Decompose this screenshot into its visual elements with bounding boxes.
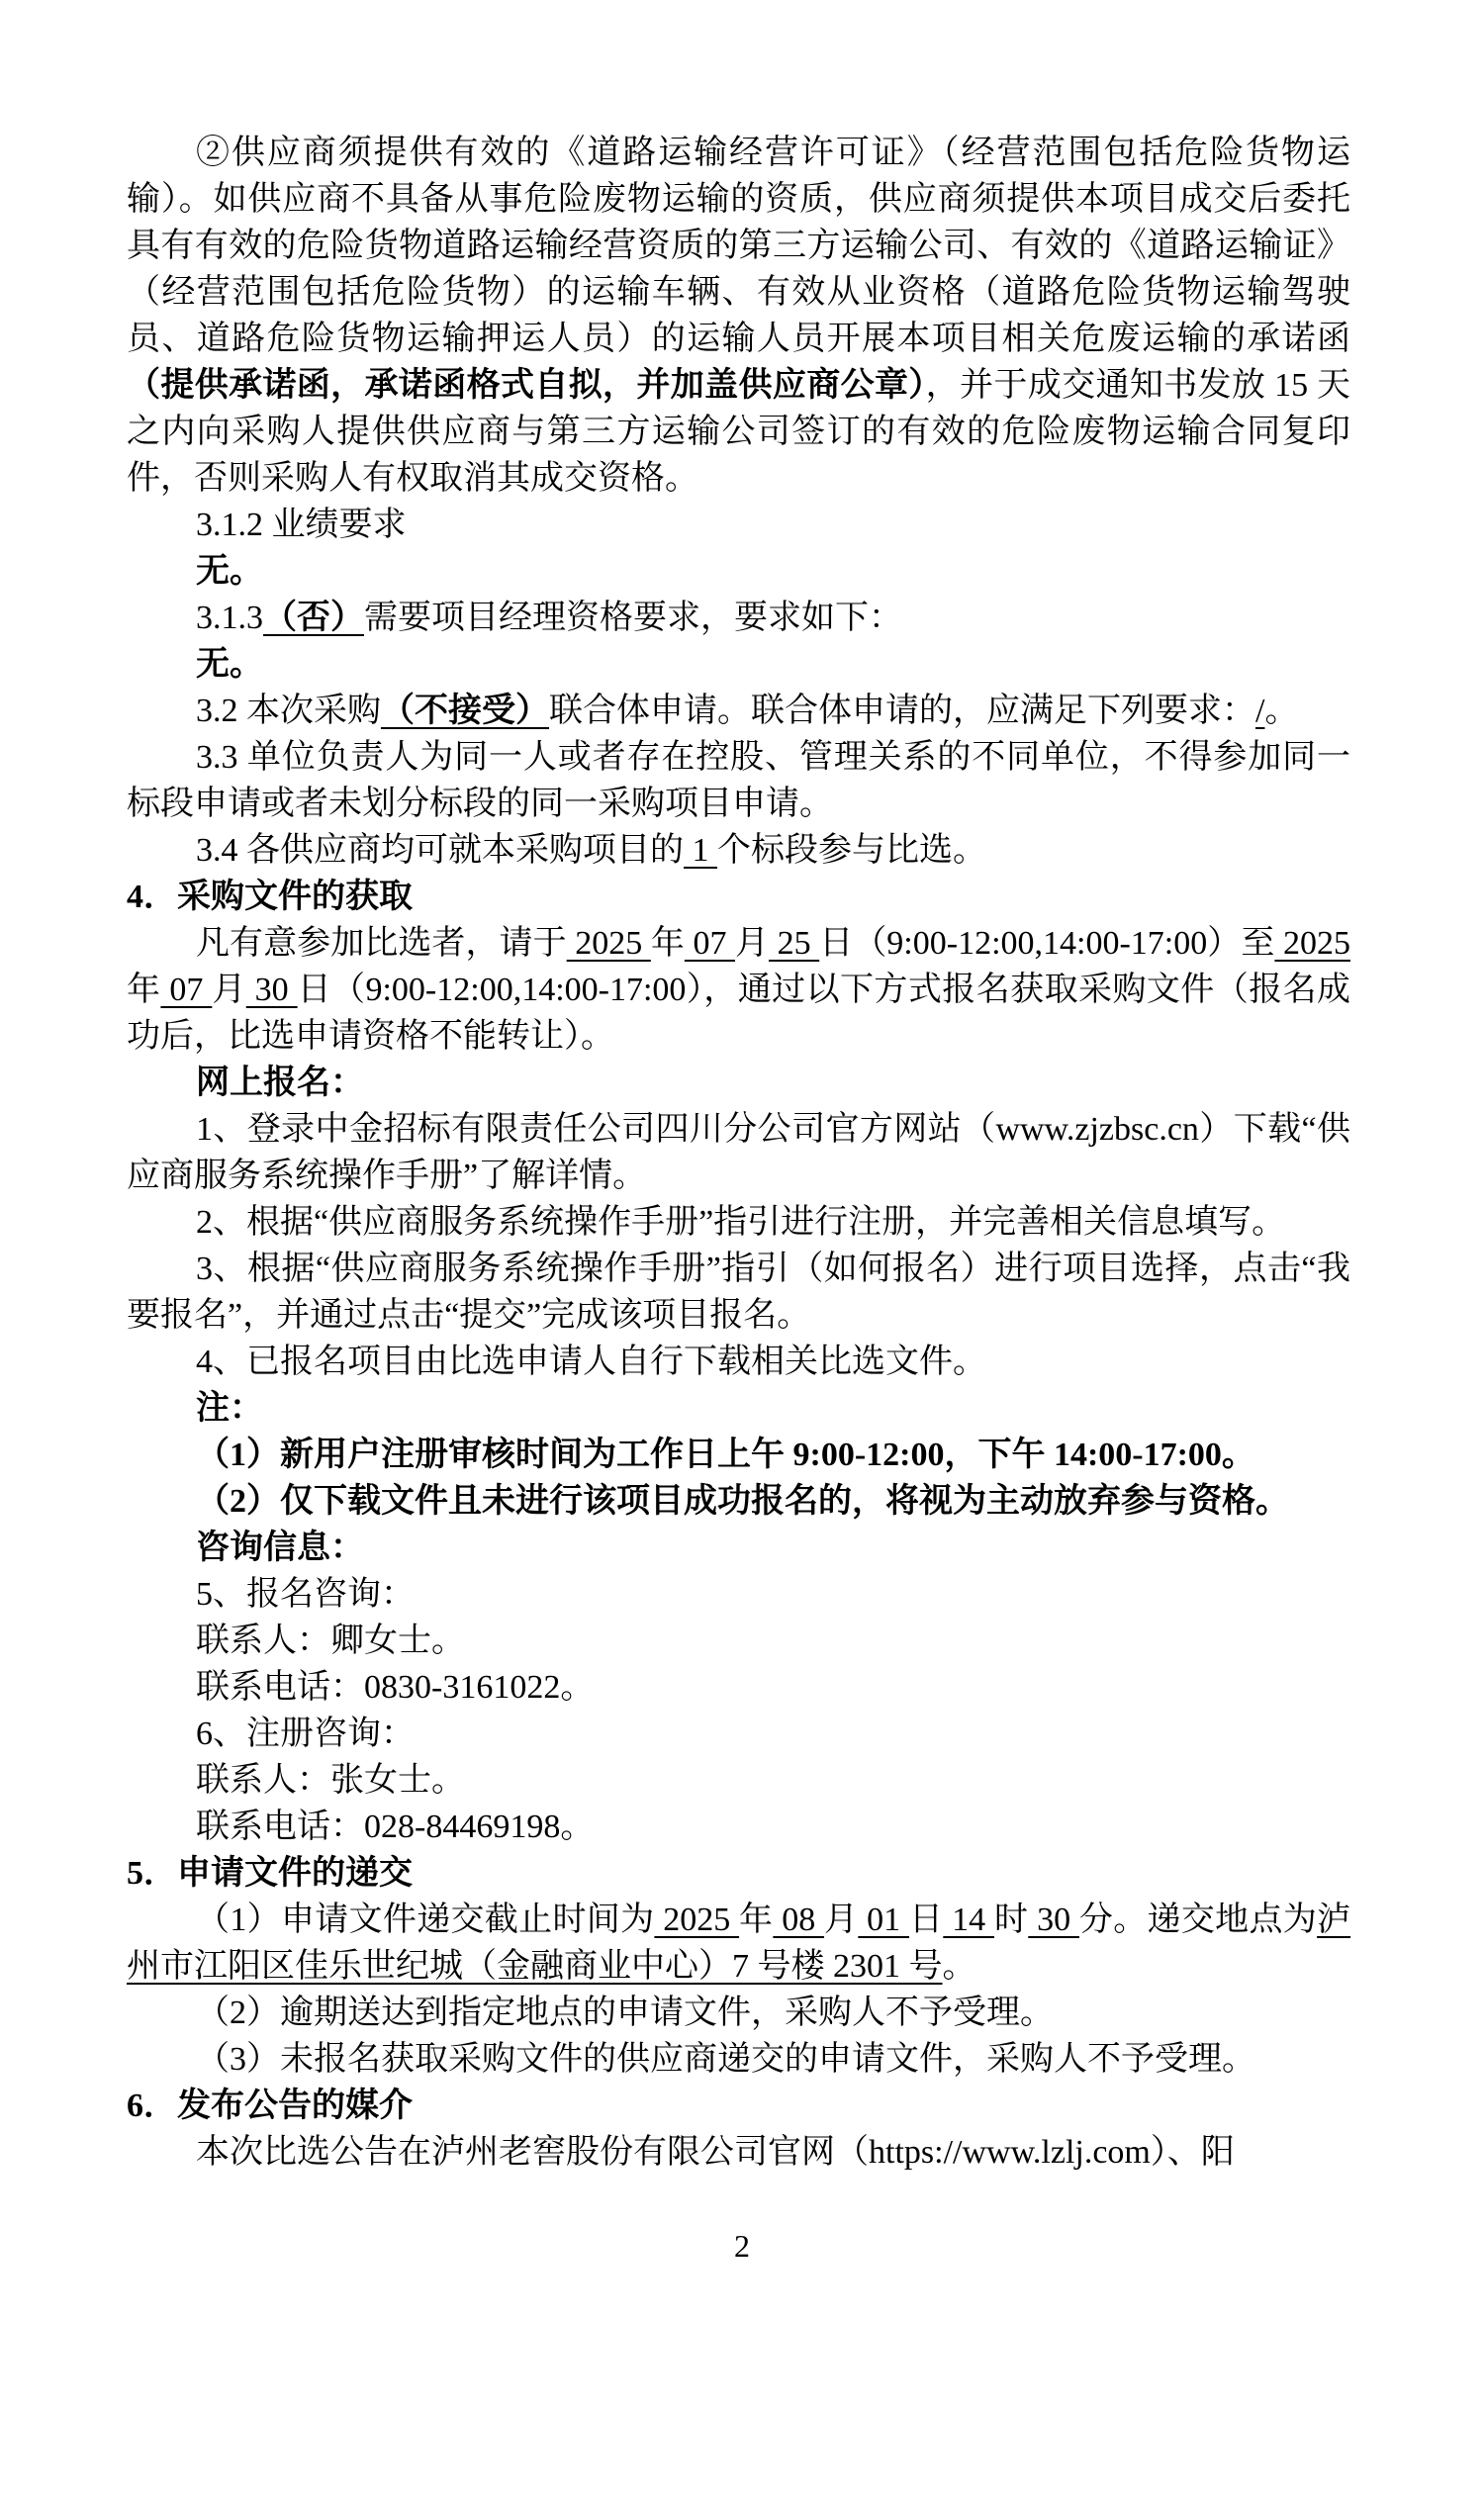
text-run: 需要项目经理资格要求，要求如下： xyxy=(364,600,902,636)
paragraph xyxy=(127,1990,1350,2036)
text-run: 25 xyxy=(769,925,820,962)
text-run: 。 xyxy=(1264,693,1299,729)
text-run: ②供应商须提供有效的《道路运输经营许可证》（经营范围包括危险货物运输）。如供应商不具备从事危险废物运输的资质，供应商须提供本项目成交后委托具有有效的危险货物道路运输经营资质的第三方运输公司、有效的《道路运输证》（经营范围包括危险货物）的运输车辆、有效从业资格（道路危险货物运输驾驶员、道路危险货物运输押运人员）的运输人员开展本项目相关危废运输的承诺函 xyxy=(127,135,1350,357)
paragraph xyxy=(127,1757,1350,1804)
text-run: 联系电话：0830-3161022。 xyxy=(196,1669,595,1706)
text-run: 月 xyxy=(824,1902,859,1938)
text-run: 2025 xyxy=(566,925,651,962)
text-run: 2025 xyxy=(1274,925,1350,962)
text-run: 1、登录中金招标有限责任公司四川分公司官方网站（www.zjzbsc.cn）下载“供应商服务系统操作手册”了解详情。 xyxy=(127,1111,1350,1194)
paragraph xyxy=(127,1711,1350,1757)
text-run: （否） xyxy=(263,600,364,636)
text-run: 2、根据“供应商服务系统操作手册”指引进行注册，并完善相关信息填写。 xyxy=(196,1204,1286,1241)
paragraph xyxy=(127,595,1350,641)
paragraph xyxy=(127,734,1350,827)
text-run: 3.1.3 xyxy=(196,600,263,636)
text-run: 3.4 各供应商均可就本采购项目的 xyxy=(196,832,684,869)
document-body xyxy=(127,130,1350,2176)
paragraph xyxy=(127,1525,1350,1571)
text-run: 泸州市江阳区佳乐世纪城（金融商业中心）7 号楼 2301 号 xyxy=(127,1902,1351,1985)
text-run: 凡有意参加比选者，请于 xyxy=(196,925,567,962)
paragraph xyxy=(127,1618,1350,1664)
text-run: 时 xyxy=(993,1902,1029,1938)
paragraph xyxy=(127,1804,1350,1850)
text-run: 年 xyxy=(127,972,161,1008)
text-run: 月 xyxy=(212,972,246,1008)
paragraph xyxy=(127,1060,1350,1106)
paragraph xyxy=(127,2036,1350,2083)
text-run: （不接受） xyxy=(381,693,549,729)
text-run: 07 xyxy=(684,925,735,962)
text-run: 分。递交地点为 xyxy=(1078,1902,1318,1938)
paragraph xyxy=(127,502,1350,548)
text-run: 联系人：卿女士。 xyxy=(196,1623,465,1659)
text-run: 无。 xyxy=(196,646,263,683)
paragraph xyxy=(127,548,1350,595)
paragraph xyxy=(127,1106,1350,1199)
page-number: 2 xyxy=(734,2228,750,2264)
text-run: 。 xyxy=(942,1948,976,1985)
text-run: 咨询信息： xyxy=(196,1530,364,1566)
text-run: 08 xyxy=(773,1902,825,1938)
text-run: 3、根据“供应商服务系统操作手册”指引（如何报名）进行项目选择，点击“我要报名”，并通过点击“提交”完成该项目报名。 xyxy=(127,1251,1350,1334)
text-run: 5、报名咨询： xyxy=(196,1576,415,1613)
text-run: 30 xyxy=(1028,1902,1079,1938)
text-run: 3.2 本次采购 xyxy=(196,693,381,729)
text-run: （2）仅下载文件且未进行该项目成功报名的，将视为主动放弃参与资格。 xyxy=(196,1483,1289,1520)
text-run: 6、注册咨询： xyxy=(196,1716,415,1752)
paragraph xyxy=(127,1246,1350,1339)
text-run: 联合体申请。联合体申请的，应满足下列要求： xyxy=(549,693,1255,729)
section-heading xyxy=(127,874,1350,920)
text-run: 30 xyxy=(245,972,298,1008)
text-run: （1）申请文件递交截止时间为 xyxy=(196,1902,655,1938)
paragraph xyxy=(127,1432,1350,1478)
text-run: 联系电话：028-84469198。 xyxy=(196,1809,595,1845)
text-run: 3.1.2 业绩要求 xyxy=(196,507,407,543)
paragraph xyxy=(127,1385,1350,1432)
text-run: （1）新用户注册审核时间为工作日上午 9:00-12:00，下午 14:00-17:00。 xyxy=(196,1437,1255,1473)
text-run: 6．发布公告的媒介 xyxy=(127,2088,413,2124)
text-run: ，并于成交通知书发放 15 天之内向采购人提供供应商与第三方运输公司签订的有效的危险废物运输合同复印件，否则采购人有权取消其成交资格。 xyxy=(127,367,1351,497)
paragraph xyxy=(127,827,1350,874)
text-run: 日 xyxy=(908,1902,944,1938)
text-run: （2）逾期送达到指定地点的申请文件，采购人不予受理。 xyxy=(196,1995,1054,2031)
text-run: 年 xyxy=(739,1902,774,1938)
text-run: 月 xyxy=(735,925,770,962)
paragraph xyxy=(127,1478,1350,1525)
text-run: / xyxy=(1255,693,1265,729)
text-run: （3）未报名获取采购文件的供应商递交的申请文件，采购人不予受理。 xyxy=(196,2041,1255,2078)
paragraph xyxy=(127,1339,1350,1385)
text-run: 网上报名： xyxy=(196,1065,364,1101)
paragraph xyxy=(127,1664,1350,1711)
text-run: 联系人：张女士。 xyxy=(196,1762,465,1799)
paragraph xyxy=(127,130,1350,502)
text-run: 5．申请文件的递交 xyxy=(127,1855,413,1892)
text-run: 无。 xyxy=(196,553,263,590)
text-run: 2025 xyxy=(654,1902,740,1938)
text-run: 日（9:00-12:00,14:00-17:00）至 xyxy=(819,925,1275,962)
text-run: 4、已报名项目由比选申请人自行下载相关比选文件。 xyxy=(196,1344,986,1380)
text-run: 1 xyxy=(684,832,717,869)
text-run: （提供承诺函，承诺函格式自拟，并加盖供应商公章） xyxy=(127,367,926,404)
text-run: 本次比选公告在泸州老窖股份有限公司官网（https://www.lzlj.com）、阳 xyxy=(196,2134,1235,2171)
text-run: 日（9:00-12:00,14:00-17:00），通过以下方式报名获取采购文件（报名成功后，比选申请资格不能转让）。 xyxy=(127,972,1351,1055)
text-run: 年 xyxy=(650,925,685,962)
text-run: 注： xyxy=(196,1390,263,1427)
section-heading xyxy=(127,1850,1350,1897)
text-run: 14 xyxy=(943,1902,994,1938)
paragraph xyxy=(127,1571,1350,1618)
text-run: 4．采购文件的获取 xyxy=(127,879,413,915)
paragraph xyxy=(127,920,1350,1060)
paragraph xyxy=(127,641,1350,688)
paragraph xyxy=(127,688,1350,734)
paragraph xyxy=(127,2129,1350,2176)
text-run: 07 xyxy=(160,972,213,1008)
text-run: 个标段参与比选。 xyxy=(717,832,986,869)
text-run: 01 xyxy=(858,1902,909,1938)
paragraph xyxy=(127,1897,1350,1990)
text-run: 3.3 单位负责人为同一人或者存在控股、管理关系的不同单位，不得参加同一标段申请或者未划分标段的同一采购项目申请。 xyxy=(127,739,1350,822)
section-heading xyxy=(127,2083,1350,2129)
paragraph xyxy=(127,1199,1350,1246)
